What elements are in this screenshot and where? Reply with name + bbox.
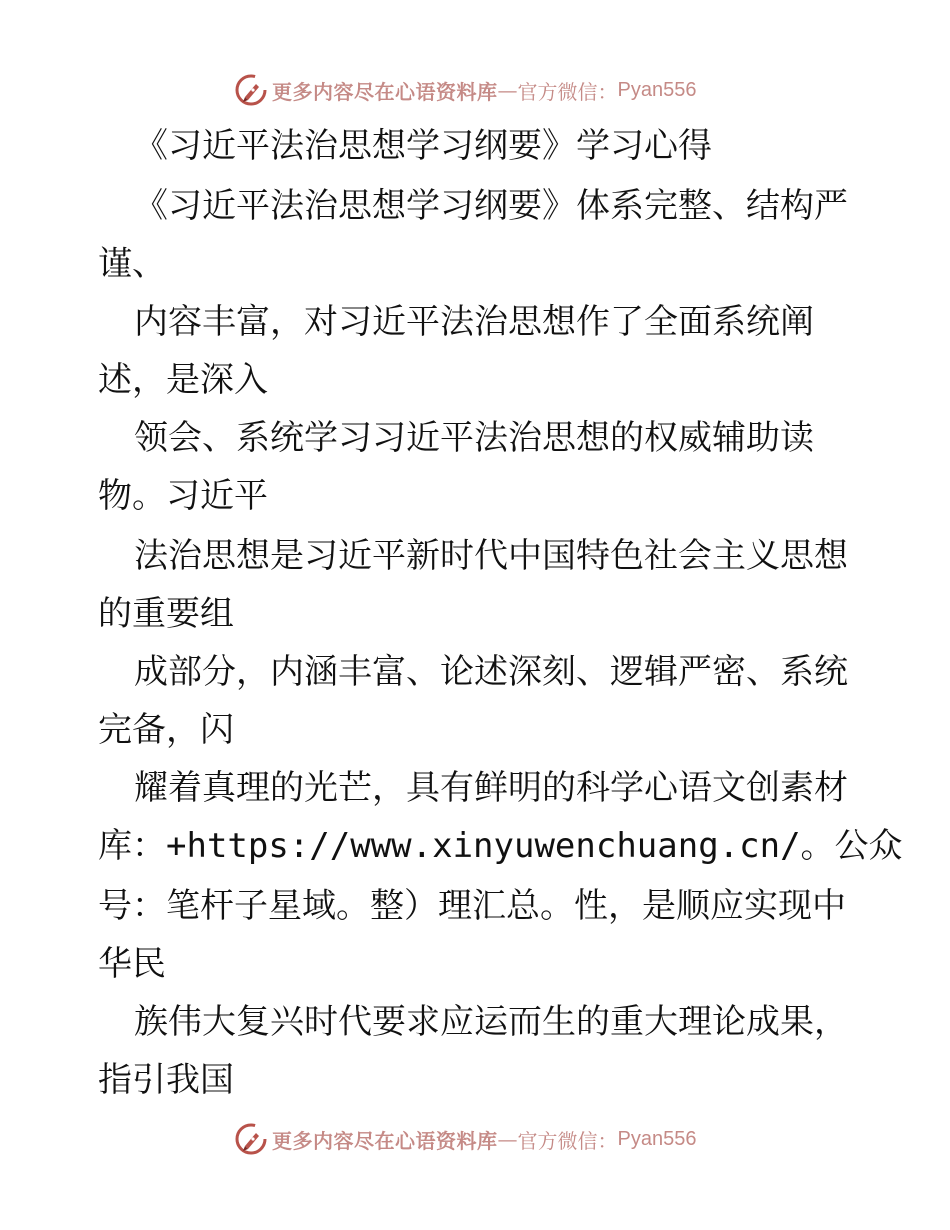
banner-wechat-id: Pyan556 (617, 1127, 697, 1150)
text-line: 的重要组 (98, 594, 234, 634)
text-line: 华民 (98, 944, 166, 984)
banner-separator: — (497, 1127, 518, 1151)
text-line: 完备，闪 (98, 710, 234, 750)
banner-title: 更多内容尽在心语资料库 (272, 1128, 498, 1153)
header-banner (234, 72, 696, 108)
banner-wechat-label: 官方微信： (517, 79, 618, 104)
text-line: 耀着真理的光芒，具有鲜明的科学心语文创素材 (134, 768, 848, 808)
fountain-pen-logo-icon (234, 73, 268, 107)
banner-title: 更多内容尽在心语资料库 (272, 79, 498, 104)
text-line: 内容丰富，对习近平法治思想作了全面系统阐 (134, 302, 814, 342)
footer-banner (234, 1121, 696, 1157)
text-line: 族伟大复兴时代要求应运而生的重大理论成果， (134, 1002, 848, 1042)
fountain-pen-logo-icon (234, 1122, 268, 1156)
text-line: 物。习近平 (98, 476, 268, 516)
text-line: 《习近平法治思想学习纲要》体系完整、结构严 (134, 186, 848, 226)
banner-wechat-label: 官方微信： (517, 1128, 618, 1153)
text-line: 成部分，内涵丰富、论述深刻、逻辑严密、系统 (134, 652, 848, 692)
text-line: 库：+https://www.xinyuwenchuang.cn/。公众 (98, 826, 903, 866)
text-line: 法治思想是习近平新时代中国特色社会主义思想 (134, 536, 848, 576)
banner-wechat-id: Pyan556 (617, 78, 697, 101)
document-title: 《习近平法治思想学习纲要》学习心得 (134, 126, 712, 166)
text-line: 领会、系统学习习近平法治思想的权威辅助读 (134, 418, 814, 458)
banner-separator: — (497, 78, 518, 102)
text-line: 指引我国 (98, 1060, 234, 1100)
text-line: 号：笔杆子星域。整）理汇总。性，是顺应实现中 (98, 886, 846, 926)
text-line: 谨、 (98, 244, 166, 284)
text-line: 述，是深入 (98, 360, 268, 400)
